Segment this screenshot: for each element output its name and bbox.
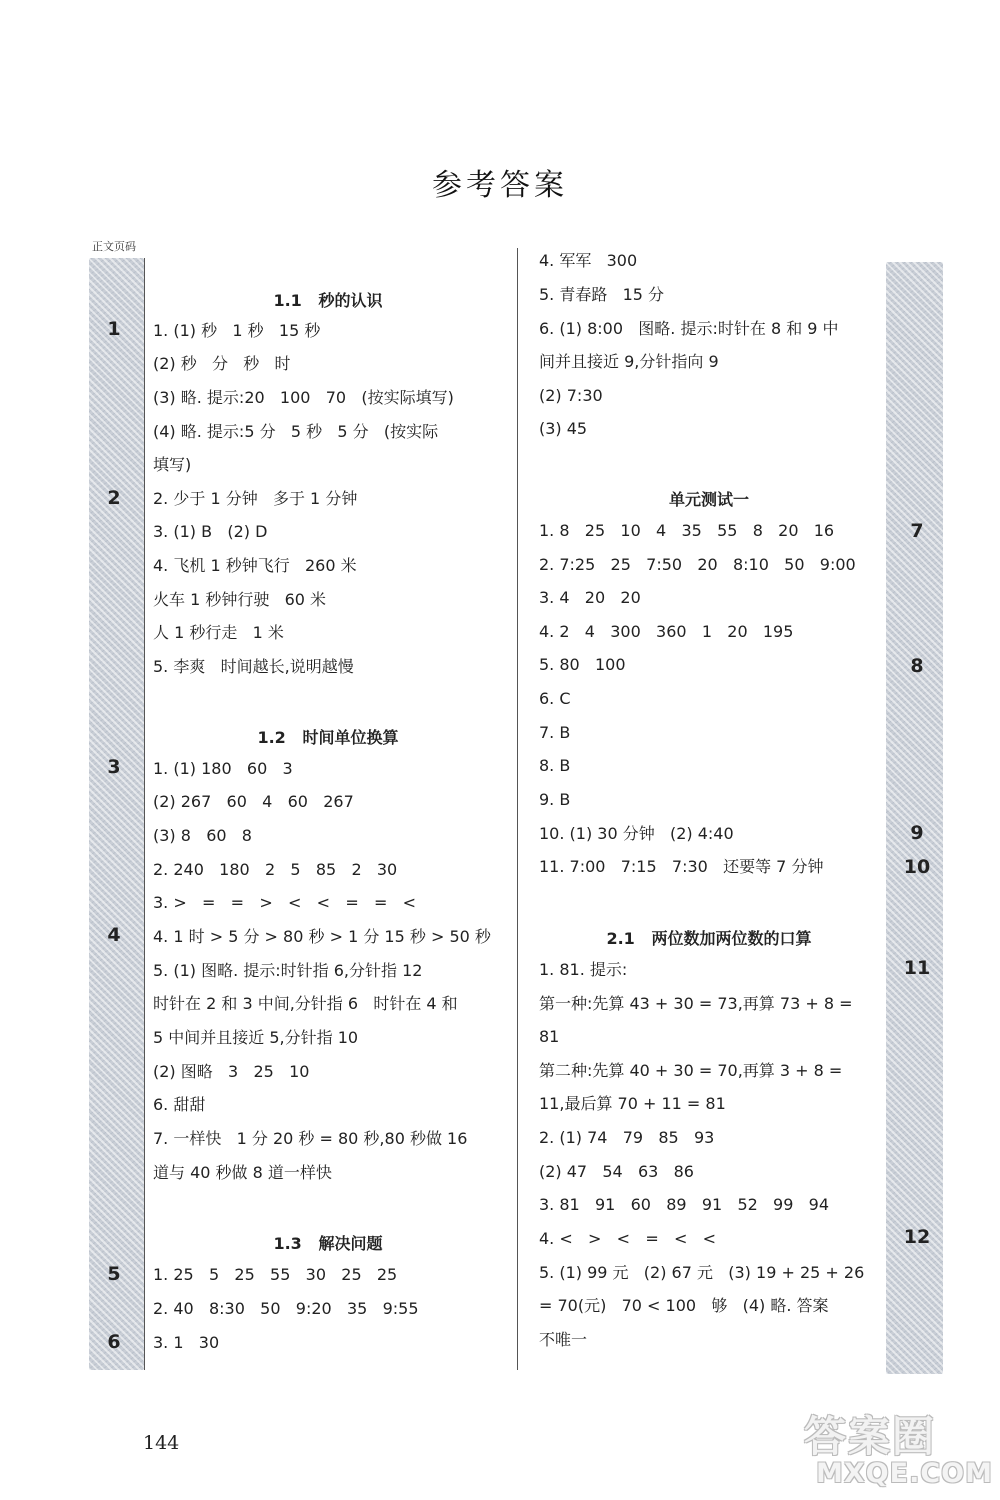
answer-line: (2) 秒 分 秒 时 bbox=[153, 354, 291, 373]
answer-line: 7. B bbox=[539, 723, 571, 742]
answer-line: 4. 军军 300 bbox=[539, 251, 638, 270]
section-heading: 1.2 时间单位换算 bbox=[257, 728, 399, 747]
page-index-label: 正文页码 bbox=[92, 240, 136, 253]
left-page-index-strip bbox=[89, 258, 144, 1370]
answer-line: 2. 7:25 25 7:50 20 8:10 50 9:00 bbox=[539, 555, 856, 574]
section-heading: 单元测试一 bbox=[668, 490, 749, 509]
answer-line: 1. 25 5 25 55 30 25 25 bbox=[153, 1265, 398, 1284]
page-index-number: 3 bbox=[107, 756, 121, 778]
answer-line: 6. 甜甜 bbox=[153, 1095, 206, 1114]
answer-line: 间并且接近 9,分针指向 9 bbox=[539, 352, 719, 371]
answer-line: 4. < > < = < < bbox=[539, 1229, 717, 1248]
answer-line: 1. 81. 提示: bbox=[539, 960, 628, 979]
page-index-number: 8 bbox=[910, 655, 924, 677]
answer-line: 4. 2 4 300 360 1 20 195 bbox=[539, 622, 794, 641]
answer-line: 6. C bbox=[539, 689, 571, 708]
page-index-number: 1 bbox=[107, 318, 121, 340]
answer-line: = 70(元) 70 < 100 够 (4) 略. 答案 bbox=[539, 1296, 829, 1315]
answer-line: (2) 47 54 63 86 bbox=[539, 1162, 694, 1181]
answer-line: (4) 略. 提示:5 分 5 秒 5 分 (按实际 bbox=[153, 422, 439, 441]
right-page-index-strip bbox=[886, 262, 943, 1374]
answer-line: 2. 少于 1 分钟 多于 1 分钟 bbox=[153, 489, 358, 508]
answer-line: 第一种:先算 43 + 30 = 73,再算 73 + 8 = bbox=[539, 994, 853, 1013]
answer-line: (3) 45 bbox=[539, 419, 588, 438]
answer-line: 3. (1) B (2) D bbox=[153, 522, 268, 541]
answer-line: 3. > = = > < < = = < bbox=[153, 893, 417, 912]
answer-line: 6. (1) 8:00 图略. 提示:时针在 8 和 9 中 bbox=[539, 319, 839, 338]
page-index-number: 5 bbox=[107, 1263, 121, 1285]
answer-line: 道与 40 秒做 8 道一样快 bbox=[153, 1163, 332, 1182]
answer-line: 4. 飞机 1 秒钟飞行 260 米 bbox=[153, 556, 357, 575]
answer-line: 11. 7:00 7:15 7:30 还要等 7 分钟 bbox=[539, 857, 824, 876]
page-index-number: 11 bbox=[903, 957, 931, 979]
section-heading: 2.1 两位数加两位数的口算 bbox=[606, 929, 812, 948]
answer-line: 5. 80 100 bbox=[539, 655, 626, 674]
page-index-number: 9 bbox=[910, 822, 924, 844]
watermark-site-text: MXQE.COM bbox=[816, 1458, 993, 1489]
answer-line: 3. 4 20 20 bbox=[539, 588, 641, 607]
answer-line: 人 1 秒行走 1 米 bbox=[153, 623, 284, 642]
answer-line: (2) 7:30 bbox=[539, 386, 603, 405]
answer-line: 1. (1) 180 60 3 bbox=[153, 759, 293, 778]
watermark-text: 答案圈 bbox=[804, 1412, 937, 1461]
answer-line: 火车 1 秒钟行驶 60 米 bbox=[153, 590, 327, 609]
page-index-number: 10 bbox=[903, 856, 931, 878]
section-heading: 1.1 秒的认识 bbox=[273, 291, 383, 310]
center-column-divider bbox=[517, 248, 518, 1370]
answer-line: 5. 李爽 时间越长,说明越慢 bbox=[153, 657, 354, 676]
answer-line: (3) 8 60 8 bbox=[153, 826, 252, 845]
answer-line: 4. 1 时 > 5 分 > 80 秒 > 1 分 15 秒 > 50 秒 bbox=[153, 927, 491, 946]
answer-line: 3. 81 91 60 89 91 52 99 94 bbox=[539, 1195, 830, 1214]
answer-line: 3. 1 30 bbox=[153, 1333, 220, 1352]
page-number: 144 bbox=[143, 1432, 180, 1454]
answer-line: 1. (1) 秒 1 秒 15 秒 bbox=[153, 321, 321, 340]
answer-line: 81 bbox=[539, 1027, 560, 1046]
answer-line: 8. B bbox=[539, 756, 571, 775]
page-index-number: 4 bbox=[107, 924, 121, 946]
section-heading: 1.3 解决问题 bbox=[273, 1234, 383, 1253]
answer-line: 9. B bbox=[539, 790, 571, 809]
answer-line: 5. (1) 图略. 提示:时针指 6,分针指 12 bbox=[153, 961, 423, 980]
page-index-number: 7 bbox=[910, 520, 924, 542]
answer-line: 11,最后算 70 + 11 = 81 bbox=[539, 1094, 726, 1113]
answer-line: (2) 267 60 4 60 267 bbox=[153, 792, 354, 811]
page-index-number: 12 bbox=[903, 1226, 931, 1248]
answer-line: 5 中间并且接近 5,分针指 10 bbox=[153, 1028, 359, 1047]
answer-line: 10. (1) 30 分钟 (2) 4:40 bbox=[539, 824, 734, 843]
page-index-number: 6 bbox=[107, 1331, 121, 1353]
page-title: 参考答案 bbox=[432, 168, 568, 203]
answer-line: 2. 240 180 2 5 85 2 30 bbox=[153, 860, 398, 879]
answer-line: 5. (1) 99 元 (2) 67 元 (3) 19 + 25 + 26 bbox=[539, 1263, 865, 1282]
answer-line: 第二种:先算 40 + 30 = 70,再算 3 + 8 = bbox=[539, 1061, 843, 1080]
answer-line: (2) 图略 3 25 10 bbox=[153, 1062, 310, 1081]
watermark-logo bbox=[800, 1404, 995, 1496]
page-index-number: 2 bbox=[107, 487, 121, 509]
answer-line: 不唯一 bbox=[539, 1330, 588, 1349]
answer-line: 填写) bbox=[153, 455, 192, 474]
answer-line: 5. 青春路 15 分 bbox=[539, 285, 665, 304]
answer-line: 时针在 2 和 3 中间,分针指 6 时针在 4 和 bbox=[153, 994, 458, 1013]
answer-line: (3) 略. 提示:20 100 70 (按实际填写) bbox=[153, 388, 454, 407]
answer-line: 1. 8 25 10 4 35 55 8 20 16 bbox=[539, 521, 835, 540]
answer-line: 2. (1) 74 79 85 93 bbox=[539, 1128, 715, 1147]
answer-line: 2. 40 8:30 50 9:20 35 9:55 bbox=[153, 1299, 419, 1318]
left-column-divider bbox=[144, 258, 145, 1370]
answer-line: 7. 一样快 1 分 20 秒 = 80 秒,80 秒做 16 bbox=[153, 1129, 468, 1148]
